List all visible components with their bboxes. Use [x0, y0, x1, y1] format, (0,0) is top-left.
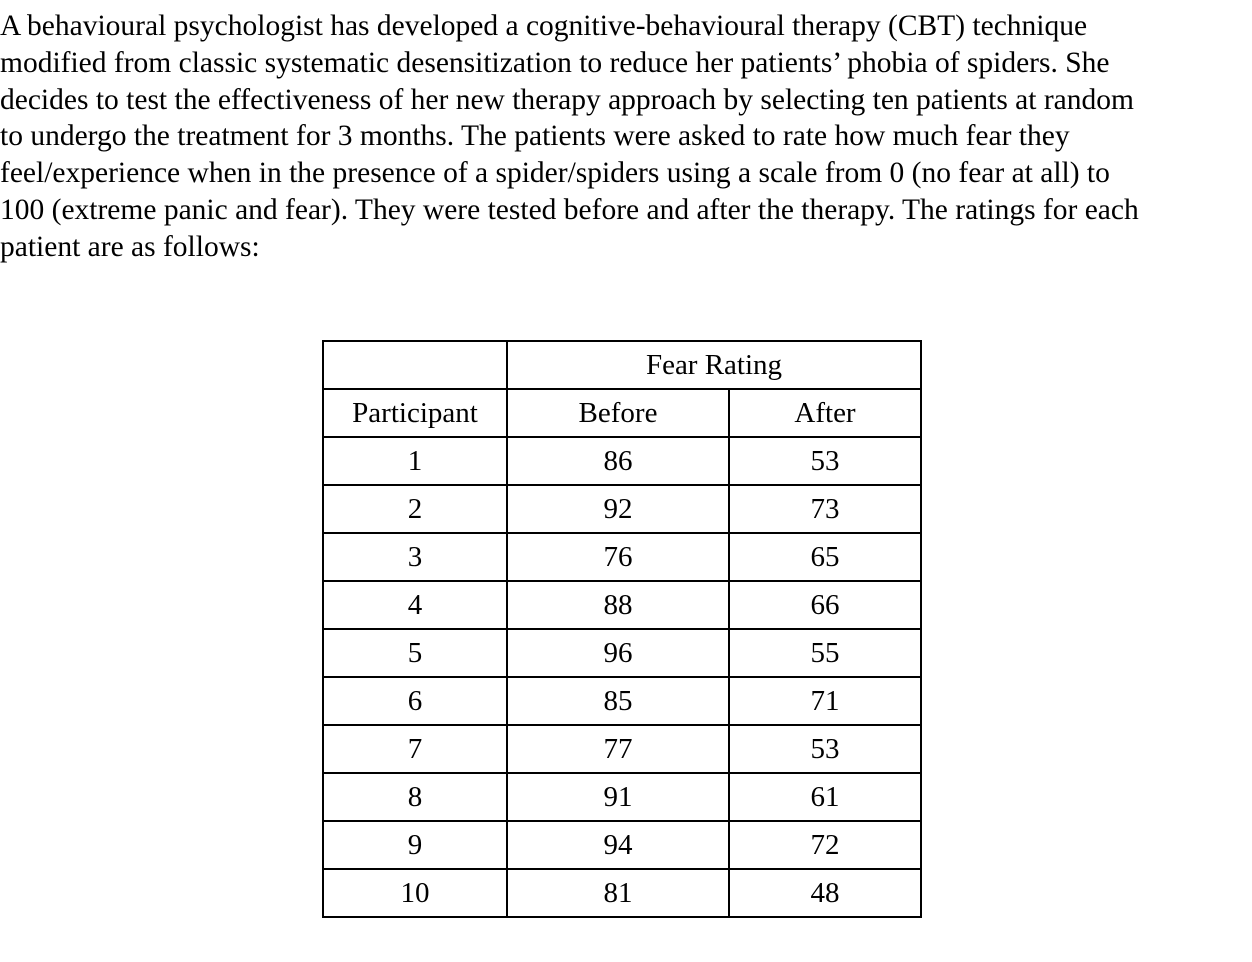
before-cell: 85 — [507, 677, 729, 725]
statement-line: 100 (extreme panic and fear). They were tested before and after the therapy. The ratings for each — [0, 193, 1139, 226]
after-cell: 65 — [729, 533, 921, 581]
before-cell: 88 — [507, 581, 729, 629]
table-row — [323, 437, 921, 485]
after-cell: 53 — [729, 725, 921, 773]
before-cell: 76 — [507, 533, 729, 581]
participant-cell: 3 — [323, 533, 507, 581]
problem-statement — [0, 8, 1245, 266]
after-cell: 72 — [729, 821, 921, 869]
table-row — [323, 869, 921, 917]
participant-cell: 2 — [323, 485, 507, 533]
after-cell: 55 — [729, 629, 921, 677]
participant-cell: 10 — [323, 869, 507, 917]
participant-cell: 9 — [323, 821, 507, 869]
statement-line: decides to test the effectiveness of her new therapy approach by selecting ten patients at random — [0, 83, 1134, 116]
table-row — [323, 773, 921, 821]
before-cell: 86 — [507, 437, 729, 485]
before-cell: 81 — [507, 869, 729, 917]
participant-cell: 7 — [323, 725, 507, 773]
statement-line: modified from classic systematic desensitization to reduce her patients’ phobia of spiders. She — [0, 46, 1110, 79]
statement-line: feel/experience when in the presence of a spider/spiders using a scale from 0 (no fear at all) to — [0, 157, 1110, 190]
before-cell: 96 — [507, 629, 729, 677]
participant-header: Participant — [323, 389, 507, 437]
statement-line: patient are as follows: — [0, 230, 260, 263]
table-row — [323, 629, 921, 677]
column-header-row — [323, 389, 921, 437]
participant-cell: 4 — [323, 581, 507, 629]
before-header: Before — [507, 389, 729, 437]
after-cell: 53 — [729, 437, 921, 485]
after-cell: 61 — [729, 773, 921, 821]
before-cell: 91 — [507, 773, 729, 821]
table-row — [323, 677, 921, 725]
before-cell: 92 — [507, 485, 729, 533]
empty-header-cell — [323, 341, 507, 389]
participant-cell: 8 — [323, 773, 507, 821]
after-cell: 71 — [729, 677, 921, 725]
after-cell: 73 — [729, 485, 921, 533]
fear-rating-header: Fear Rating — [507, 341, 921, 389]
table-row — [323, 533, 921, 581]
fear-rating-table — [322, 340, 922, 918]
table-row — [323, 725, 921, 773]
table-row — [323, 581, 921, 629]
statement-line: A behavioural psychologist has developed a cognitive-behavioural therapy (CBT) technique — [0, 10, 1088, 42]
participant-cell: 1 — [323, 437, 507, 485]
group-header-row — [323, 341, 921, 389]
statement-line: to undergo the treatment for 3 months. The patients were asked to rate how much fear they — [0, 120, 1070, 153]
participant-cell: 6 — [323, 677, 507, 725]
table-row — [323, 485, 921, 533]
after-header: After — [729, 389, 921, 437]
after-cell: 66 — [729, 581, 921, 629]
after-cell: 48 — [729, 869, 921, 917]
table-row — [323, 821, 921, 869]
before-cell: 77 — [507, 725, 729, 773]
participant-cell: 5 — [323, 629, 507, 677]
before-cell: 94 — [507, 821, 729, 869]
